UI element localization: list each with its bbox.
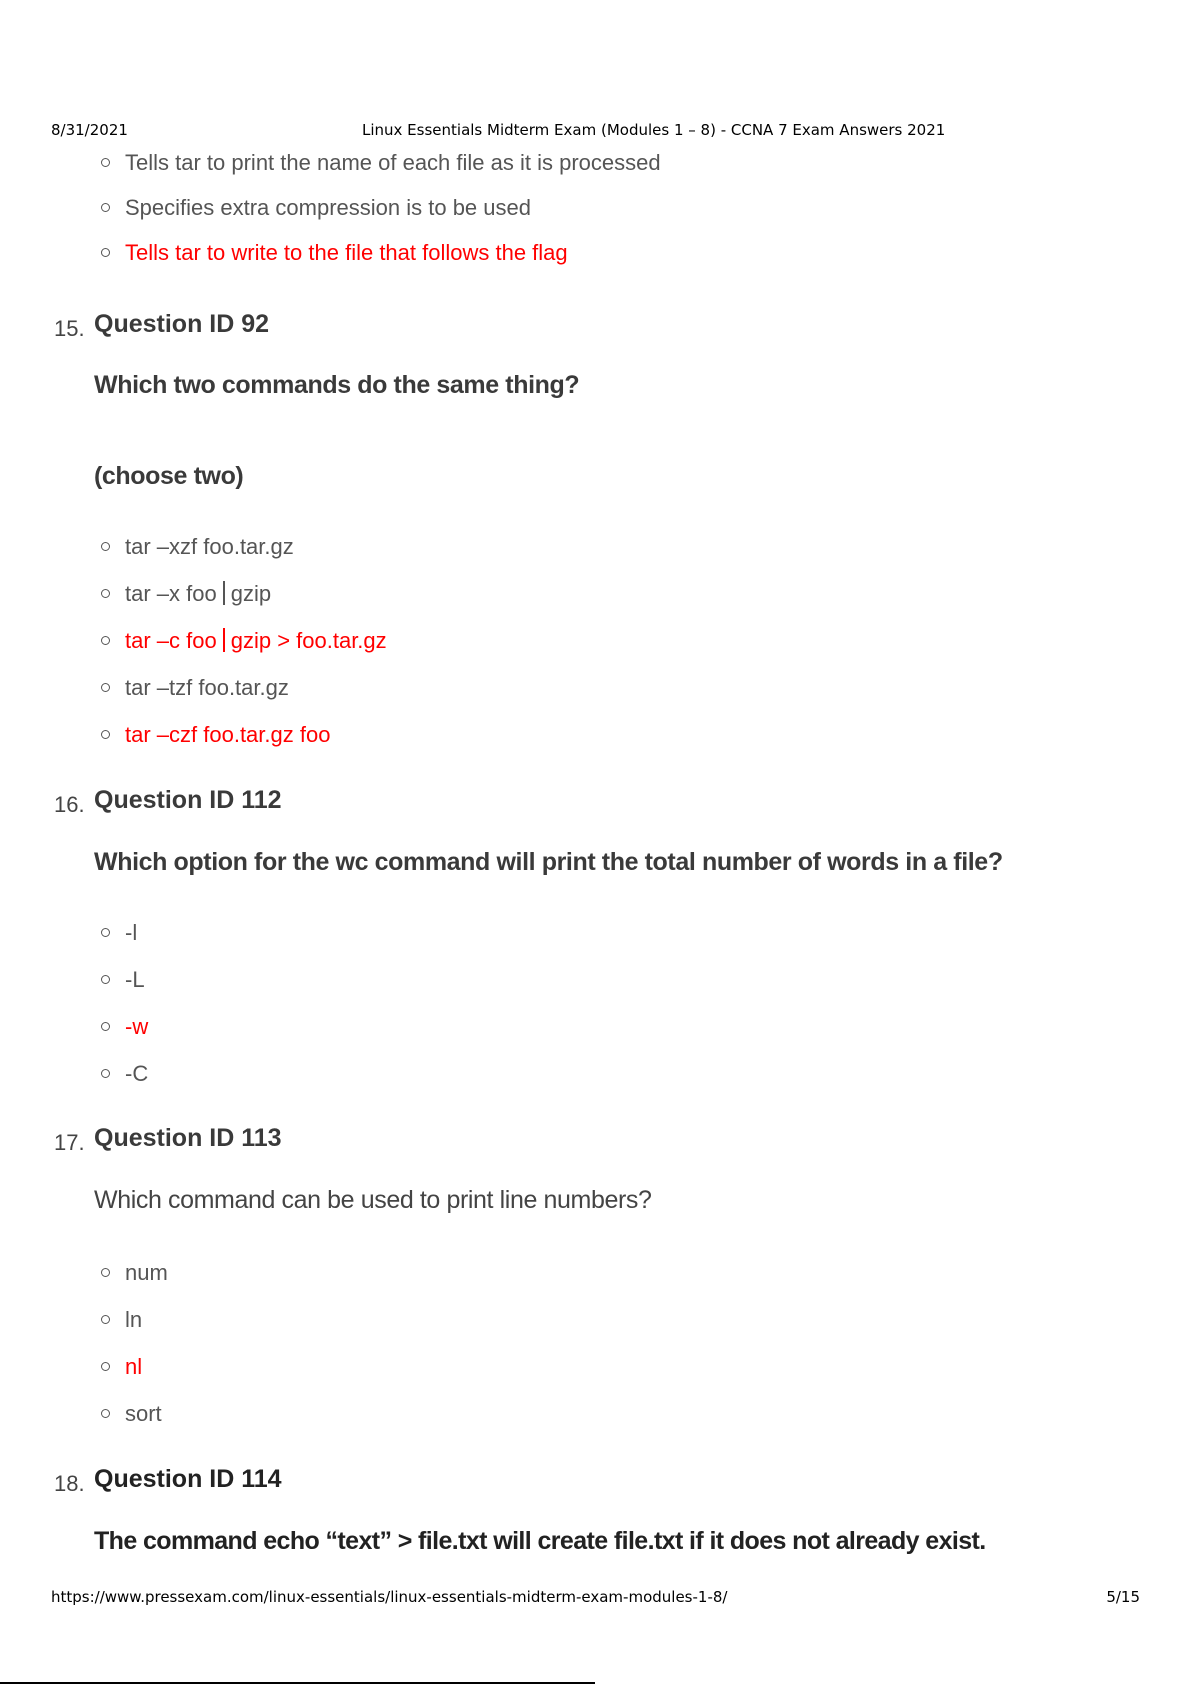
bullet-icon [101,248,110,257]
option-text: gzip [230,581,272,606]
question-number: 18. [54,1471,85,1496]
bullet-icon [101,589,110,598]
option-text: tar –c foo [125,628,217,653]
question-text: Which command can be used to print line numbers? [94,1186,652,1214]
bullet-icon [101,1022,110,1031]
option-text: -l [125,920,138,945]
bullet-icon [101,1069,110,1078]
list-item [101,1061,148,1087]
question-number: 15. [54,316,85,341]
question-text: The command echo “text” > file.txt will create file.txt if it does not already exist. [94,1527,986,1555]
option-text: -L [125,967,145,992]
question-id: Question ID 114 [94,1465,282,1493]
page-url: https://www.pressexam.com/linux-essentials/linux-essentials-midterm-exam-modules-1-8/ [51,1588,728,1606]
page-number: 5/15 [1106,1588,1140,1606]
list-item [101,1401,162,1427]
bullet-icon [101,1409,110,1418]
bullet-icon [101,1268,110,1277]
bullet-icon [101,730,110,739]
bullet-icon [101,1362,110,1371]
option-text: gzip > foo.tar.gz [230,628,387,653]
bullet-icon [101,636,110,645]
option-text: Tells tar to print the name of each file as it is processed [125,150,661,175]
option-text: tar –x foo [125,581,217,606]
list-item-correct [101,1014,148,1040]
option-text: Specifies extra compression is to be used [125,195,531,220]
pipe-separator [223,581,225,605]
bullet-icon [101,928,110,937]
bullet-icon [101,683,110,692]
question-text: Which option for the wc command will print the total number of words in a file? [94,848,1003,876]
option-text: num [125,1260,168,1285]
page-title: Linux Essentials Midterm Exam (Modules 1 – 8) - CCNA 7 Exam Answers 2021 [362,121,946,139]
list-item [101,675,289,701]
option-text: -w [125,1014,149,1039]
question-id: Question ID 92 [94,310,270,338]
list-item [101,920,137,946]
bullet-icon [101,158,110,167]
bullet-icon [101,1315,110,1324]
list-item-correct [101,1354,142,1380]
print-date: 8/31/2021 [51,121,128,139]
bullet-icon [101,203,110,212]
list-item [101,581,271,607]
list-item-correct [101,628,387,654]
list-item-correct [101,240,568,266]
question-id: Question ID 112 [94,786,282,814]
bullet-icon [101,542,110,551]
option-text: ln [125,1307,143,1332]
question-id: Question ID 113 [94,1124,282,1152]
list-item [101,534,294,560]
question-note: (choose two) [94,462,244,490]
option-text: sort [125,1401,162,1426]
question-number: 16. [54,792,85,817]
list-item [101,195,531,221]
page-rule [0,1682,595,1684]
option-text: nl [125,1354,143,1379]
list-item [101,150,661,176]
list-item-correct [101,722,330,748]
question-number: 17. [54,1130,85,1155]
option-text: tar –tzf foo.tar.gz [125,675,289,700]
question-text: Which two commands do the same thing? [94,371,580,399]
option-text: tar –czf foo.tar.gz foo [125,722,331,747]
option-text: -C [125,1061,149,1086]
option-text: tar –xzf foo.tar.gz [125,534,294,559]
list-item [101,967,145,993]
option-text: Tells tar to write to the file that follows the flag [125,240,568,265]
list-item [101,1260,168,1286]
list-item [101,1307,142,1333]
bullet-icon [101,975,110,984]
pipe-separator [223,628,225,652]
